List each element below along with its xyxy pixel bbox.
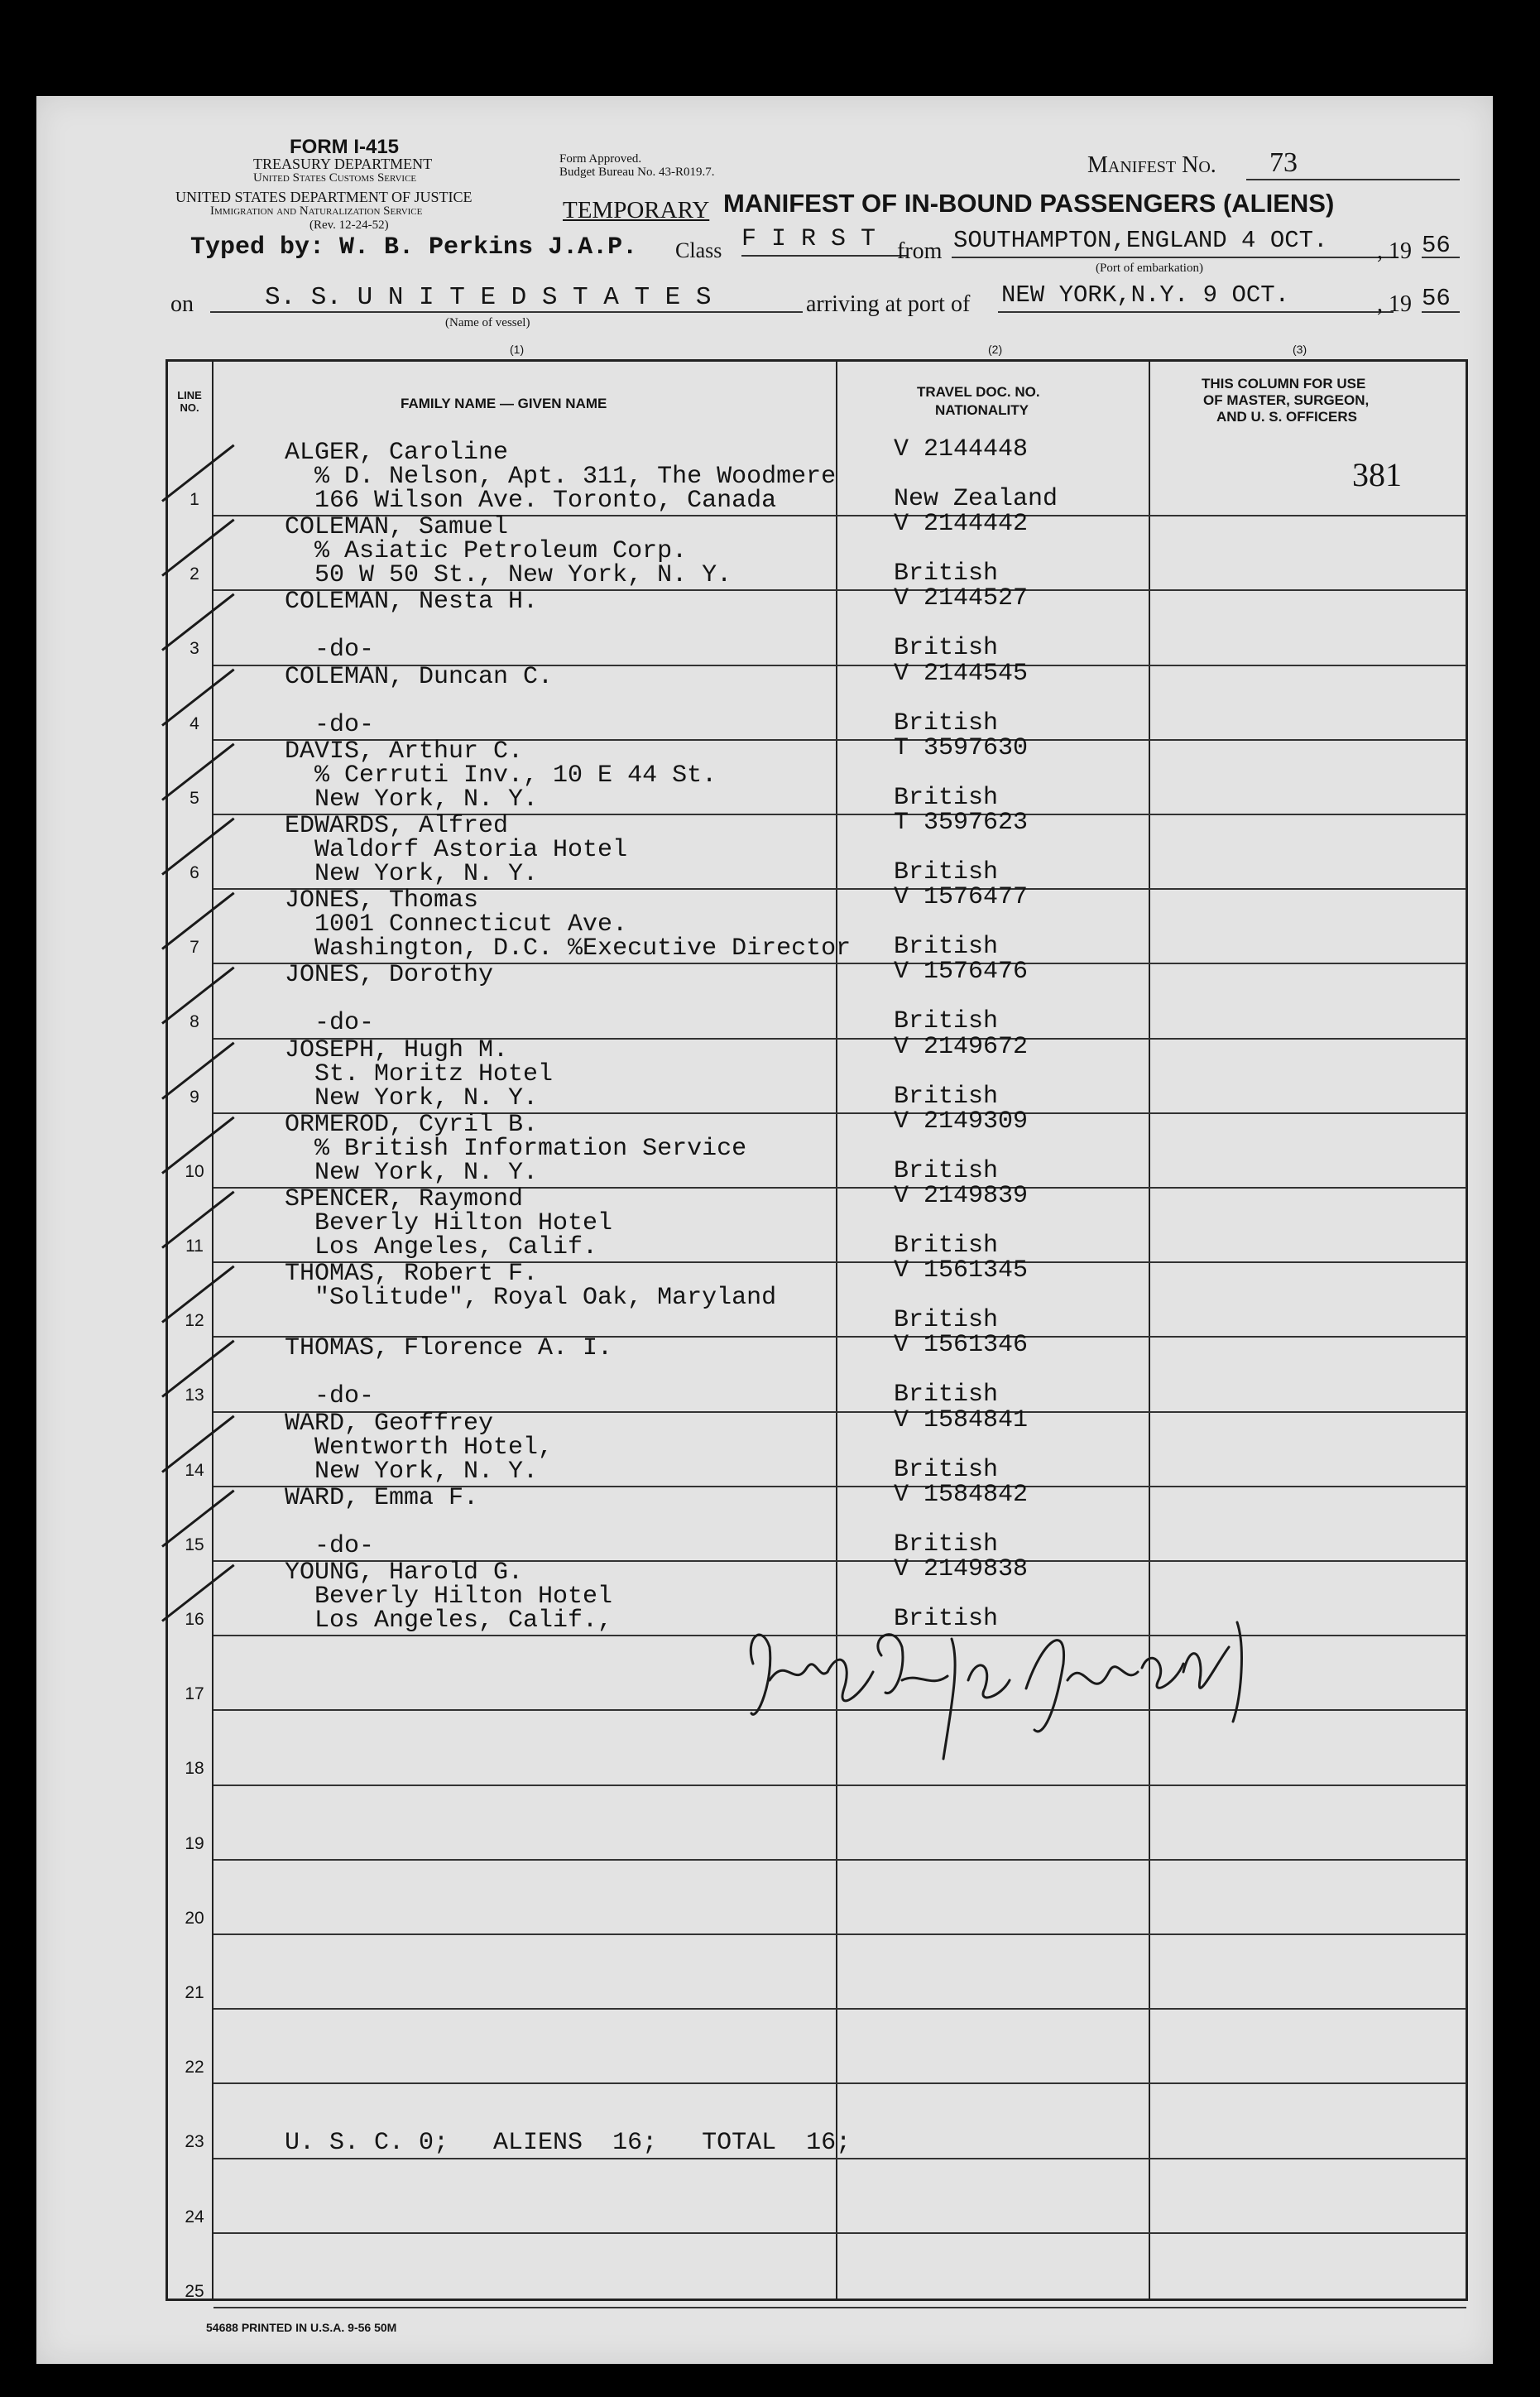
- passenger-name: EDWARDS, Alfred: [285, 812, 509, 840]
- passenger-address: 166 Wilson Ave. Toronto, Canada: [285, 487, 777, 515]
- travel-doc-number: V 1584841: [894, 1405, 1029, 1434]
- column-number-1: (1): [510, 343, 525, 356]
- passenger-name: THOMAS, Robert F.: [285, 1260, 539, 1289]
- passenger-address: Wentworth Hotel,: [285, 1433, 554, 1462]
- manifest-no-label: Manifest No.: [1087, 152, 1216, 178]
- travel-doc-number: V 2144448: [894, 435, 1029, 464]
- passenger-address: 1001 Connecticut Ave.: [285, 910, 628, 939]
- line-number: 9: [190, 1087, 199, 1107]
- header-officers-2: OF MASTER, SURGEON,: [1203, 392, 1370, 408]
- nationality: British: [894, 1530, 999, 1559]
- passenger-address: New York, N. Y.: [285, 860, 539, 888]
- signature: [728, 1589, 1274, 1771]
- typed-by: Typed by: W. B. Perkins J.A.P.: [190, 233, 638, 262]
- travel-doc-number: V 2149672: [894, 1032, 1029, 1061]
- line-number: 11: [185, 1237, 204, 1256]
- line-number: 22: [185, 2058, 204, 2078]
- manifest-no-value: 73: [1269, 147, 1298, 178]
- nationality: British: [894, 858, 999, 886]
- travel-doc-number: V 1584842: [894, 1480, 1029, 1509]
- nationality: New Zealand: [894, 485, 1058, 513]
- vessel-caption: (Name of vessel): [445, 316, 530, 329]
- travel-doc-number: V 2149839: [894, 1182, 1029, 1210]
- budget-bureau: Budget Bureau No. 43-R019.7.: [559, 166, 715, 179]
- ins-service: Immigration and Naturalization Service: [210, 204, 423, 218]
- line-number: 7: [190, 938, 199, 958]
- nationality: British: [894, 1605, 999, 1633]
- passenger-address: New York, N. Y.: [285, 785, 539, 814]
- passenger-name: WARD, Geoffrey: [285, 1409, 494, 1438]
- passenger-address: -do-: [285, 1009, 375, 1038]
- travel-doc-number: T 3597630: [894, 733, 1029, 762]
- printing-footer: 54688 PRINTED IN U.S.A. 9-56 50M: [206, 2321, 397, 2334]
- travel-doc-number: V 1576477: [894, 883, 1029, 912]
- row-rule: [213, 2082, 1466, 2084]
- row-rule: [213, 1785, 1466, 1786]
- passenger-name: WARD, Emma F.: [285, 1483, 479, 1512]
- header-name: FAMILY NAME — GIVEN NAME: [401, 396, 607, 411]
- travel-doc-number: V 2149838: [894, 1555, 1029, 1583]
- row-rule: [213, 2232, 1466, 2234]
- header-line-no: LINE NO.: [177, 389, 202, 414]
- nationality: British: [894, 1455, 999, 1484]
- nationality: British: [894, 1156, 999, 1185]
- passenger-name: COLEMAN, Nesta H.: [285, 588, 539, 617]
- travel-doc-number: V 1576476: [894, 958, 1029, 987]
- line-number: 6: [190, 863, 199, 882]
- form-number: FORM I-415: [290, 136, 400, 158]
- header-officers-3: AND U. S. OFFICERS: [1216, 409, 1358, 425]
- year-prefix-2: , 19: [1377, 291, 1412, 317]
- passenger-address: -do-: [285, 1531, 375, 1560]
- arriving-label: arriving at port of: [806, 291, 971, 317]
- travel-doc-number: V 1561346: [894, 1331, 1029, 1360]
- passenger-address: -do-: [285, 1382, 375, 1411]
- passenger-address: St. Moritz Hotel: [285, 1059, 554, 1088]
- line-number: 8: [190, 1012, 199, 1032]
- passenger-name: JONES, Thomas: [285, 886, 479, 915]
- line-number: 21: [185, 1983, 204, 2002]
- on-label: on: [170, 291, 194, 317]
- passenger-name: COLEMAN, Samuel: [285, 513, 509, 542]
- line-number: 23: [185, 2132, 204, 2152]
- line-number: 5: [190, 788, 199, 808]
- passenger-address: New York, N. Y.: [285, 1083, 539, 1112]
- nationality: British: [894, 1306, 999, 1335]
- travel-doc-number: T 3597623: [894, 809, 1029, 837]
- year-1: 56: [1422, 232, 1451, 259]
- passenger-name: YOUNG, Harold G.: [285, 1559, 524, 1587]
- passenger-address: Los Angeles, Calif.,: [285, 1607, 613, 1635]
- passenger-name: COLEMAN, Duncan C.: [285, 662, 554, 691]
- line-number: 24: [185, 2207, 204, 2226]
- class-label: Class: [675, 238, 722, 262]
- travel-doc-number: V 2144442: [894, 510, 1029, 539]
- line-number: 19: [185, 1833, 204, 1853]
- line-number: 2: [190, 564, 199, 584]
- nationality: British: [894, 709, 999, 737]
- passenger-name: DAVIS, Arthur C.: [285, 737, 524, 766]
- row-rule: [213, 2307, 1466, 2308]
- passenger-address: New York, N. Y.: [285, 1158, 539, 1187]
- manifest-title: MANIFEST OF IN-BOUND PASSENGERS (ALIENS): [723, 189, 1335, 218]
- passenger-address: "Solitude", Royal Oak, Maryland: [285, 1284, 777, 1313]
- header-officers-1: THIS COLUMN FOR USE: [1202, 376, 1366, 391]
- nationality: British: [894, 560, 999, 588]
- travel-doc-number: V 2149309: [894, 1107, 1029, 1136]
- nationality: British: [894, 1007, 999, 1036]
- passenger-address: % Asiatic Petroleum Corp.: [285, 537, 688, 566]
- nationality: British: [894, 1082, 999, 1111]
- passenger-address: Waldorf Astoria Hotel: [285, 836, 628, 864]
- nationality: British: [894, 1381, 999, 1410]
- year-2: 56: [1422, 285, 1451, 312]
- line-number: 20: [185, 1908, 204, 1928]
- class-value: F I R S T: [741, 225, 876, 253]
- vessel-name: S. S. U N I T E D S T A T E S: [265, 283, 712, 312]
- nationality: British: [894, 933, 999, 962]
- row-rule: [213, 1933, 1466, 1935]
- passenger-name: THOMAS, Florence A. I.: [285, 1334, 613, 1363]
- port-of-embarkation: SOUTHAMPTON,ENGLAND 4 OCT.: [953, 227, 1328, 254]
- passenger-name: ORMEROD, Cyril B.: [285, 1110, 539, 1139]
- header-nationality: NATIONALITY: [935, 402, 1029, 418]
- line-number: 16: [185, 1610, 204, 1629]
- officer-note: 381: [1352, 456, 1402, 493]
- line-number: 4: [190, 713, 199, 733]
- header-travel-doc: TRAVEL DOC. NO.: [917, 384, 1040, 400]
- from-label: from: [897, 238, 943, 264]
- passenger-address: Beverly Hilton Hotel: [285, 1583, 613, 1611]
- passenger-name: ALGER, Caroline: [285, 439, 509, 467]
- passenger-address: -do-: [285, 636, 375, 665]
- line-number: 10: [185, 1161, 204, 1181]
- temporary-stamp: TEMPORARY: [563, 197, 710, 223]
- passenger-address: -do-: [285, 710, 375, 739]
- nationality: British: [894, 1232, 999, 1260]
- customs-service: United States Customs Service: [253, 171, 417, 185]
- port-embark-caption: (Port of embarkation): [1096, 262, 1203, 275]
- passenger-address: % Cerruti Inv., 10 E 44 St.: [285, 761, 717, 790]
- passenger-address: % D. Nelson, Apt. 311, The Woodmere: [285, 463, 837, 491]
- column-number-3: (3): [1293, 343, 1307, 356]
- passenger-address: % British Information Service: [285, 1134, 747, 1163]
- port-of-arrival: NEW YORK,N.Y. 9 OCT.: [1001, 281, 1290, 309]
- travel-doc-number: V 1561345: [894, 1256, 1029, 1285]
- revision-date: (Rev. 12-24-52): [309, 219, 389, 232]
- passenger-address: 50 W 50 St., New York, N. Y.: [285, 561, 732, 590]
- row-rule: [213, 1859, 1466, 1861]
- passenger-address: New York, N. Y.: [285, 1457, 539, 1486]
- passenger-name: JONES, Dorothy: [285, 961, 494, 990]
- nationality: British: [894, 783, 999, 812]
- line-number: 15: [185, 1535, 204, 1554]
- passenger-address: Beverly Hilton Hotel: [285, 1209, 613, 1237]
- column-number-2: (2): [988, 343, 1003, 356]
- passenger-address: Washington, D.C. %Executive Director: [285, 934, 852, 963]
- passenger-address: U. S. C. 0; ALIENS 16; TOTAL 16;: [285, 2129, 852, 2158]
- form-approved: Form Approved.: [559, 152, 642, 166]
- line-number: 18: [185, 1759, 204, 1779]
- line-number: 3: [190, 639, 199, 659]
- year-prefix-1: , 19: [1377, 238, 1412, 264]
- justice-dept: UNITED STATES DEPARTMENT OF JUSTICE: [175, 189, 473, 205]
- line-number: 25: [185, 2281, 204, 2301]
- travel-doc-number: V 2144527: [894, 584, 1029, 613]
- passenger-address: Los Angeles, Calif.: [285, 1233, 598, 1261]
- line-number: 12: [185, 1311, 204, 1331]
- travel-doc-number: V 2144545: [894, 659, 1029, 688]
- row-rule: [213, 2158, 1466, 2159]
- passenger-name: JOSEPH, Hugh M.: [285, 1035, 509, 1064]
- line-number: 17: [185, 1684, 204, 1704]
- line-number: 1: [190, 490, 199, 509]
- line-number: 13: [185, 1386, 204, 1405]
- treasury-dept: TREASURY DEPARTMENT: [253, 156, 433, 172]
- line-number: 14: [185, 1460, 204, 1480]
- nationality: British: [894, 634, 999, 663]
- passenger-name: SPENCER, Raymond: [285, 1185, 524, 1213]
- row-rule: [213, 2008, 1466, 2010]
